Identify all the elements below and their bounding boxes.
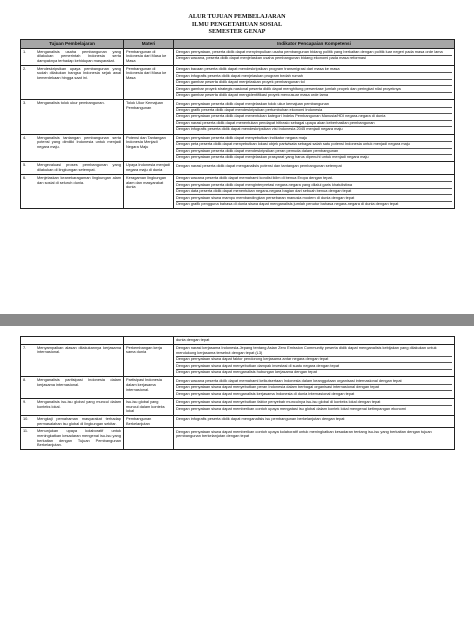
indicator-text: Dengan wacana peserta didik dapat memahami kondisi iklim di benua Eropa dengan tepat. [176,175,333,181]
indicator-text: Dengan pernyataan peserta didik dapat menjelaskan prasyarat yang harus dipenuhi untuk menjadi negara maju [176,154,369,160]
objective-cell [21,162,124,174]
table-row [21,428,455,450]
materi-cell: Pembangunan Berkelanjutan [124,415,174,427]
indicator-cell [174,398,455,415]
table-row [21,100,455,134]
document-title [0,13,474,36]
indicator-text: Dengan gambar peserta didik dapat menjelaskan proyek pembangunan tol [176,79,305,85]
table-row [21,377,455,398]
materi-cell: Upaya Indonesia menjadi negara maju di dunia [124,162,174,174]
objective-cell [21,65,124,99]
indicator-item [176,127,452,132]
objective-number: 2. [23,65,27,71]
indicator-item [176,417,452,422]
table-row [21,134,455,162]
indicator-text: Dengan data peserta didik dapat menentukan negara-negara bagian dari sebuah benua dengan tepat [176,188,352,194]
objective-cell [21,100,124,134]
materi-cell: Pembangunan di Indonesia dari Masa ke Masa [124,48,174,65]
table-row [21,344,455,377]
objective-text: Menganalisis isu-isu global yang muncul dalam konteks lokal. [37,398,121,409]
objective-text: Menjelaskan keanekaragaman lingkungan alam dan sosial di seluruh dunia. [37,174,121,185]
indicator-item [176,370,452,375]
indicator-text: Dengan infografis peserta didik dapat menganalisis isu pembangunan berkelanjutan dengan tepat [176,416,345,422]
document-page-2 [0,326,474,632]
objective-cell [21,377,124,398]
indicator-item [176,202,452,207]
indicator-text: Dengan pernyataan siswa mampu membandingkan persebaran manusia modern di dunia dengan tepat [176,194,355,200]
indicator-text: Dengan gambar peserta didik dapat mengidentifikasi proyek mercusuar masa orde lama [176,92,329,98]
indicator-text: Dengan pernyataan siswa dapat memberikan contoh upaya kolaboratif untuk meningkatkan kesadaran tentang isu-isu yang berkaitan dengan tujuan pembangunan berkelanjutan dengan tepat [176,428,432,439]
indicator-item [176,155,452,160]
materi-cell: Potensi dan Tantangan Indonesia Menjadi Negara Maju [124,134,174,162]
document-page-1 [0,0,474,314]
objective-cell [21,344,124,377]
indicator-cell [174,100,455,134]
objective-text: Mendeskripsikan upaya pembangunan yang sudah dilakukan bangsa Indonesia sejak awal kemerdekaan hingga saat ini. [37,65,121,81]
indicator-text: Dengan pernyataan siswa dapat faktor pendorong kerjasama antar negara dengan tepat [176,356,329,362]
indicator-text: Dengan pernyataan peserta didik dapat mendeskripsikan peran pemuda dalam pembangunan [176,147,339,153]
indicator-text: Dengan narasi peserta didik dapat menentukan pendapat hitlrasio sebagai upaya akan keberhasilan pembangunan [176,119,375,125]
objective-number: 9. [23,398,27,404]
indicator-text: Dengan pernyataan siswa dapat menganalisis hubungan kerjasama dengan tepat [176,369,317,375]
header-materi: Materi [124,40,174,49]
table-row [21,174,455,208]
indicator-text: Dengan grafik pengguna bahasa di dunia siswa dapat menganalisis jumlah penutur bahasa negara-negara di dunia dengan tepat [176,201,399,207]
indicator-cell [174,65,455,99]
objective-number: 5. [23,162,27,168]
objective-text: Mengkaji pemahaman masyarakat terhadap permasalahan isu global di lingkungan sekitar. [37,415,121,426]
objective-text: Menunjukan upaya kolaboratif untuk meningkatkan kesadaran mengenai isu-isu yang berkaitan dengan Tujuan Pembangunan Berkelanjutan. [37,428,121,448]
indicator-cell [174,344,455,377]
title-line-3: SEMESTER GENAP [208,28,266,36]
indicator-text: Dengan pernyataan siswa dapat menyebutkan peran Indonesia dalam berbagai organisasi internasional dengan tepat [176,384,379,390]
indicator-cell [174,428,455,450]
indicator-item [176,93,452,98]
indicator-item [176,346,452,357]
objective-cell [21,398,124,415]
objective-cell [21,134,124,162]
indicator-text: Dengan wacana, peserta didik dapat menjelaskan usaha pembangunan bidang ekonomi pada masa reformasi [176,55,366,61]
indicator-text: Dengan pernyataan siswa dapat memberikan contoh upaya mengatasi isu global dalam kontek lokal mengenai ketimpangan ekonomi [176,405,406,411]
objective-number: 6. [23,174,27,180]
indicator-text: Dengan pernyataan siswa dapat menganalisis kerjasama Indonesia di dunia internasional dengan tepat [176,390,355,396]
title-line-1: ALUR TUJUAN PEMBELAJARAN [188,13,286,20]
indicator-text: Dengan pernyataan, peserta didik dapat menyimpulkan usaha pembangunan bidang politik yang berkaitan dengan politik luar negeri pada masa orde lama [176,48,443,54]
continuation-row [21,337,455,345]
materi-cell: Keragaman lingkungan alam dan masyarakat dunia [124,174,174,208]
indicator-cell [174,174,455,208]
title-line-2: ILMU PENGETAHUAN SOSIAL [191,20,283,28]
table-header-row [21,40,455,49]
indicator-text: Dengan pernyataan peserta didik dapat menyebutkan indikator negara maju [176,134,308,140]
table-body-page-2 [21,337,455,450]
continuation-text: dunia dengan tepat [174,337,455,345]
objective-cell [21,428,124,450]
indicator-text: Dengan grafik peserta didik dapat mendeskripsikan pertumbuhan ekonomi Indonesia [176,107,323,112]
objective-number: 1. [23,48,27,54]
objective-text: Menganalisis tolok ukur pembangunan. [37,100,105,106]
table-row [21,65,455,99]
indicator-text: Dengan pernyataan peserta didik dapat menjelaskan tolok ukur kemajuan pembangunan [176,100,329,106]
objective-cell [21,415,124,427]
indicator-item [176,429,452,439]
objective-text: Menganalisis partisipasi Indonesia dalam kerjasama internasional. [37,377,121,388]
table-row [21,398,455,415]
learning-objectives-table [20,39,455,209]
objective-number: 11. [23,428,29,434]
indicator-item [176,391,452,396]
indicator-text: Dengan peta peserta didik dapat menyebutkan lokasi objek pariwisata sebagai salah satu potensi Indonesia untuk menjadi negara maju [176,141,410,147]
objective-text: Menganalisis tantangan pembangunan serta potensi yang dimiliki Indonesia untuk menjadi negara maju. [37,134,121,149]
table-row [21,415,455,427]
indicator-item [176,163,452,168]
indicator-text: Dengan pernyataan siswa dapat menyebutkan faktor penyebab munculnya isu-isu global di konteks lokal dengan tepat [176,399,381,405]
indicator-text: Dengan gambar proyek strategis nasional peserta didik dapat menghitung persentase jumlah proyek dan peringkat nilai proyeknya [176,85,401,91]
materi-cell: Isu-isu global yang muncul dalam konteks lokal [124,398,174,415]
materi-cell: Pembangunan di Indonesia dari Masa ke Masa [124,65,174,99]
materi-cell: Partisipasi Indonesia dalam kerjasama internasional. [124,377,174,398]
indicator-item [176,406,452,411]
table-body-page-1 [21,48,455,209]
indicator-text: Dengan narasi kerjasama Indonesia-Jepang tentang Asian Zero Emission Community peserta didik dapat menganalisis kebijakan yang dilakukan untuk mendukung kerjasama tersebut dengan tepat (L3) [176,345,437,355]
indicator-text: Dengan wacana peserta didik dapat memahami keikutsertaan Indonesia dalam keanggotaan organisasi internasional dengan tepat [176,377,402,383]
objective-number: 7. [23,344,27,350]
indicator-cell [174,162,455,174]
indicator-text: Dengan pernyataan siswa dapat menyebutkan dampak investasi di suatu negara dengan tepat [176,362,340,368]
indicator-text: Dengan bacaan peserta didik dapat mendeskripsikan program transmigrasi dari masa ke masa [176,66,340,72]
objective-text: Menyampaikan alasan dilakukannya kerjasama internasional. [37,344,121,355]
objective-text: Mengevaluasi proses pembangunan yang dilakukan di lingkungan setempat. [37,162,121,173]
indicator-text: Dengan pernyataan peserta didik dapat menginterpretasi negara-negara yang dilalui garis khatulistiwa [176,181,353,187]
materi-cell: Tolok Ukur Kemajuan Pembangunan [124,100,174,134]
objective-number: 8. [23,377,27,383]
objective-number: 10. [23,415,29,421]
indicator-cell [174,134,455,162]
table-row [21,162,455,174]
indicator-text: Dengan infografis peserta didik dapat menjelaskan program bedah rumah [176,72,303,78]
objective-cell [21,48,124,65]
materi-cell [124,428,174,450]
indicator-text: Dengan narasi peserta didik dapat menganalisis potensi dan tantangan pembangunan setempat [176,162,342,168]
objective-number: 3. [23,100,27,106]
objective-text: Menganalisis usaha pembangunan yang dilakukan pemerintah Indonesia serta dampaknya terhadap kehidupan masyarakat. [37,48,121,63]
table-row [21,48,455,65]
materi-cell: Perkembangan kerja sama dunia [124,344,174,377]
indicator-text: Dengan pernyataan peserta didik dapat menentukan kategori Indeks Pembangunan Manusia/HDI negara-negara di dunia [176,113,386,119]
objective-cell [21,174,124,208]
objective-number: 4. [23,134,27,140]
indicator-cell [174,48,455,65]
indicator-text: Dengan infografis peserta didik dapat mendeskripsikan visi Indonesia 2045 menjadi negara maju [176,126,343,132]
indicator-cell [174,415,455,427]
indicator-cell [174,377,455,398]
header-indikator: Indikator Pencapaian Kompetensi [174,40,455,49]
header-tujuan-pembelajaran: Tujuan Pembelajaran [21,40,124,49]
indicator-item [176,56,452,61]
learning-objectives-table-continued [20,336,455,450]
